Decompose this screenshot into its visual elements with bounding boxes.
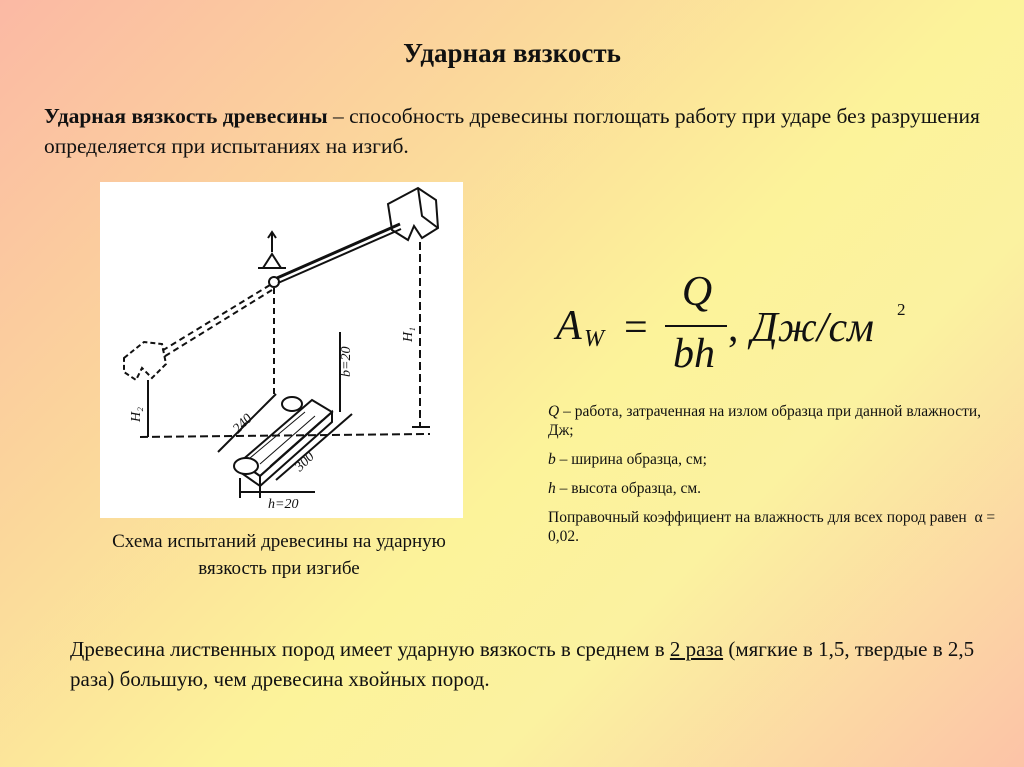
pivot-support — [263, 254, 281, 268]
formula-denominator: bh — [673, 331, 715, 377]
specimen-side — [260, 412, 332, 486]
support-left — [234, 458, 258, 474]
legend-q-text: – работа, затраченная на излом образца при данной влажности, Дж; — [548, 403, 982, 439]
legend-b-symbol: b — [548, 451, 556, 468]
label-h: h=20 — [268, 497, 299, 512]
pendulum-arm-down-edge — [162, 290, 272, 358]
legend-b — [548, 450, 998, 469]
legend-h-text: – высота образца, см. — [555, 480, 702, 497]
intro-term: Ударная вязкость древесины — [44, 104, 328, 128]
formula-legend — [548, 402, 998, 556]
conclusion-paragraph — [70, 634, 990, 694]
conclusion-highlight: 2 раза — [669, 637, 724, 661]
legend-coef-text: Поправочный коэффициент на влажность для всех пород равен — [548, 509, 967, 526]
legend-coef-value: α = 0,02. — [548, 509, 996, 545]
pendulum-arm-down — [160, 285, 270, 352]
pendulum-scheme-drawing — [100, 182, 463, 518]
formula-comma: , — [728, 305, 739, 351]
legend-h — [548, 479, 998, 498]
support-right — [282, 397, 302, 411]
formula-numerator: Q — [681, 269, 713, 315]
formula-subscript: W — [584, 326, 604, 352]
intro-definition: – способность древесины поглощать работу при ударе без разрушения определяется при испытаниях на изгиб. — [44, 104, 980, 158]
conclusion-part1: Древесина лиственных пород имеет ударную вязкость в среднем в — [70, 637, 670, 661]
formula-equals: = — [624, 305, 648, 351]
impact-test-diagram — [100, 182, 463, 518]
impact-formula — [548, 268, 968, 393]
conclusion-part2: (мягкие в 1,5, твердые в 2,5 раза) большую, чем древесина хвойных пород. — [70, 637, 975, 691]
formula-lhs: A — [556, 303, 582, 349]
intro-paragraph — [44, 101, 994, 161]
hammer-lower — [124, 342, 166, 380]
pendulum-arm-up — [277, 224, 400, 278]
hammer-upper — [388, 188, 438, 240]
formula-exponent: 2 — [897, 300, 906, 319]
formula-fraction-bar — [665, 325, 727, 327]
legend-coefficient — [548, 508, 998, 546]
dim-300-line — [276, 414, 352, 480]
label-b: b=20 — [339, 346, 354, 377]
formula-unit: Дж/см — [751, 305, 874, 351]
label-h2: H₂ — [129, 407, 144, 422]
pendulum-arm-up-edge — [278, 229, 401, 283]
legend-q — [548, 402, 998, 440]
label-300: 300 — [292, 449, 318, 475]
base-dashed-line — [140, 434, 430, 437]
label-240: 240 — [230, 411, 256, 437]
label-h1: H₁ — [401, 327, 416, 342]
legend-b-text: – ширина образца, см; — [555, 451, 707, 468]
legend-q-symbol: Q — [548, 403, 560, 420]
diagram-caption: Схема испытаний древесины на ударную вязкость при изгибе — [112, 531, 446, 579]
slide-title: Ударная вязкость — [403, 38, 621, 68]
legend-h-symbol: h — [548, 480, 556, 497]
